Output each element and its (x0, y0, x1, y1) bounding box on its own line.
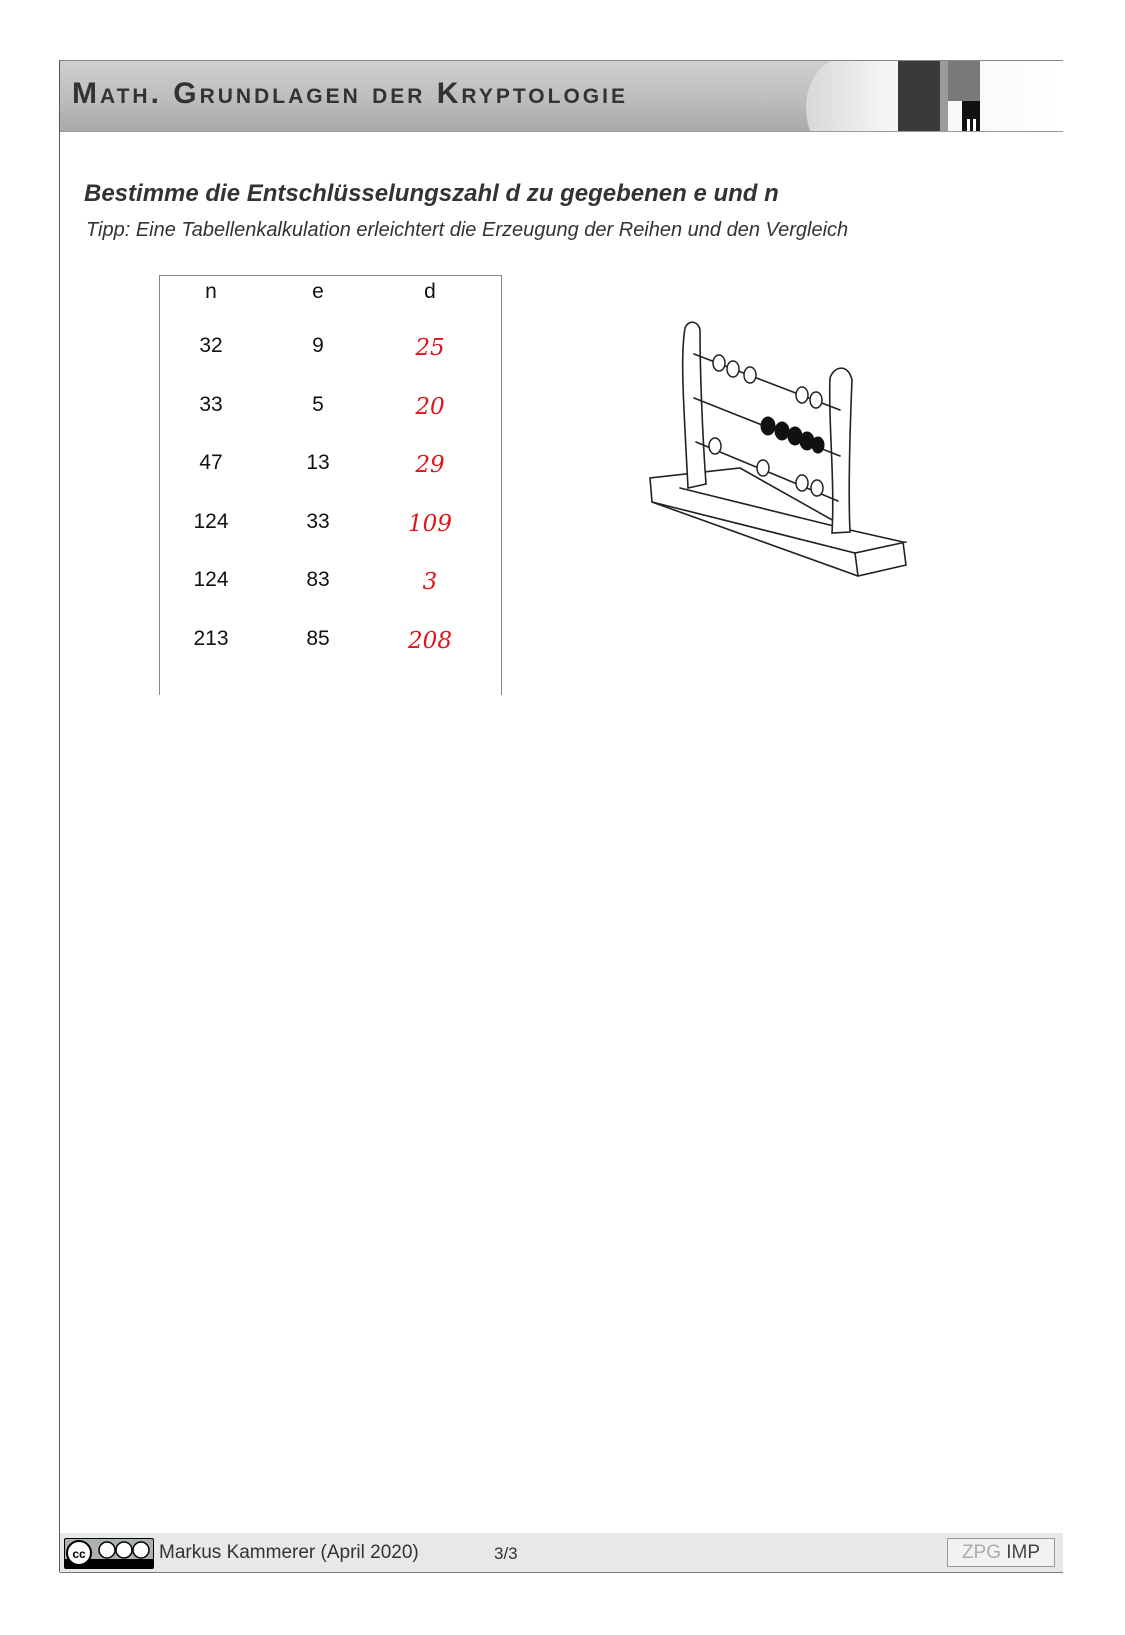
table-cell-d: 208 (408, 628, 452, 654)
table-cell-n: 124 (193, 510, 229, 533)
table-cell-d: 20 (415, 394, 445, 420)
brand-zpg: ZPG (961, 1542, 1001, 1563)
page-header (60, 60, 1063, 132)
table-cell-e: 9 (312, 334, 324, 357)
table-cell-d: 3 (422, 569, 438, 595)
results-table (159, 275, 502, 695)
table-header-n: n (205, 280, 217, 303)
page-footer (60, 1533, 1063, 1573)
table-cell-n: 213 (193, 627, 229, 650)
table-cell-d: 29 (415, 452, 445, 478)
header-decoration-icon (760, 61, 1063, 131)
table-cell-e: 5 (312, 393, 324, 416)
table-cell-e: 83 (306, 568, 330, 591)
svg-text:cc: cc (72, 1547, 86, 1561)
table-cell-e: 85 (306, 627, 330, 650)
page-title: Math. Grundlagen der Kryptologie (72, 77, 628, 110)
brand-imp: IMP (1006, 1542, 1041, 1563)
table-cell-n: 47 (199, 451, 223, 474)
task-heading: Bestimme die Entschlüsselungszahl d zu gegebenen e und n (84, 180, 779, 207)
table-header-d: d (424, 280, 436, 303)
zpg-imp-logo (947, 1538, 1055, 1567)
table-cell-n: 32 (199, 334, 223, 357)
table-cell-n: 33 (199, 393, 223, 416)
table-cell-e: 33 (306, 510, 330, 533)
footer-author: Markus Kammerer (April 2020) (159, 1542, 419, 1563)
page-number: 3/3 (494, 1544, 518, 1563)
table-cell-d: 25 (415, 335, 445, 361)
task-tip: Tipp: Eine Tabellenkalkulation erleichtert die Erzeugung der Reihen und den Vergleich (86, 219, 849, 241)
table-cell-n: 124 (193, 568, 229, 591)
abacus-icon (640, 318, 920, 600)
table-header-e: e (312, 280, 324, 303)
table-cell-d: 109 (408, 511, 452, 537)
cc-by-nc-sa-icon (64, 1538, 154, 1569)
table-cell-e: 13 (306, 451, 330, 474)
